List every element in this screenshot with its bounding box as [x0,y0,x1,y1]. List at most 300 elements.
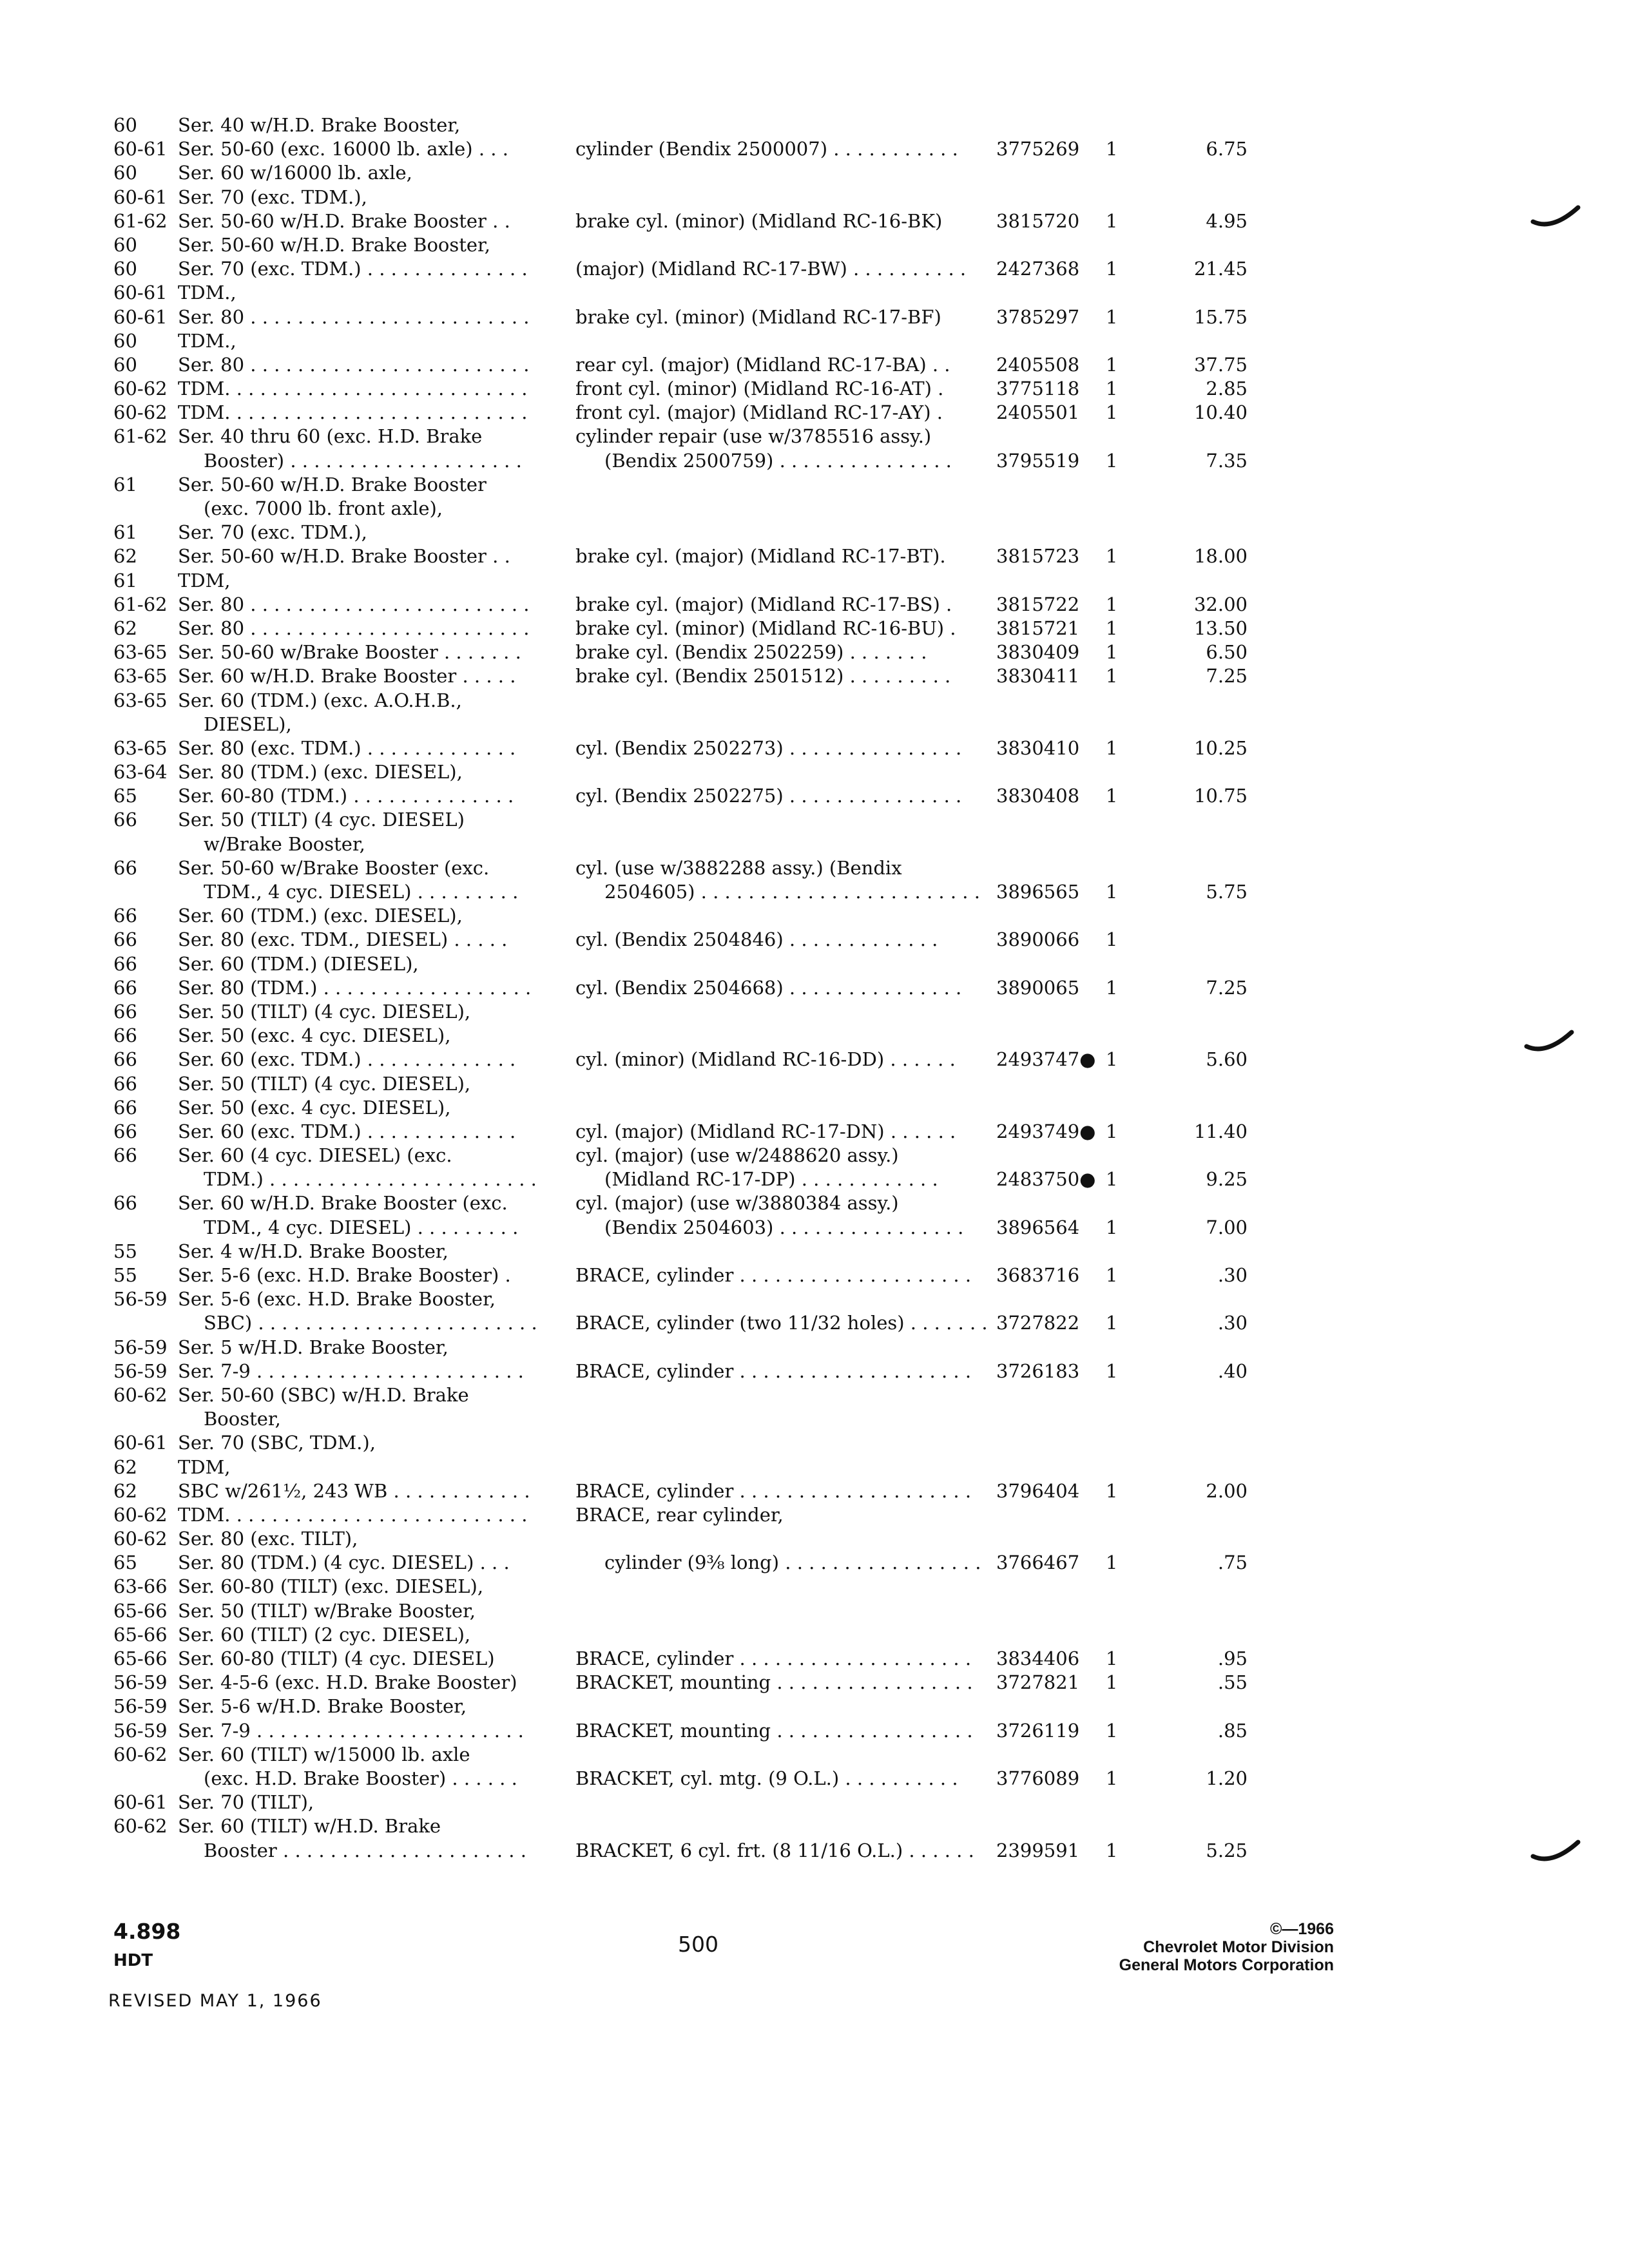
check-mark-icon [1530,1840,1582,1868]
application: Ser. 80 (TDM.) . . . . . . . . . . . . . . . . . . [178,976,532,999]
part-number: 3796404 [996,1479,1080,1502]
quantity: 1 [1106,641,1118,664]
application: Ser. 50-60 w/H.D. Brake Booster [178,473,487,495]
part-description: brake cyl. (major) (Midland RC-17-BT). [575,545,946,568]
application: TDM. . . . . . . . . . . . . . . . . . . . . . . . . . [178,401,528,424]
part-number: 3795519 [996,449,1080,472]
table-row [113,1264,1273,1287]
application: Booster . . . . . . . . . . . . . . . . . . . . . [204,1839,526,1861]
table-row [113,1479,1273,1503]
price: 10.75 [1193,785,1248,807]
model-year: 65 [113,1552,137,1574]
section-code: HDT [113,1951,153,1970]
part-description: front cyl. (major) (Midland RC-17-AY) . [575,401,943,424]
application: Booster, [204,1408,281,1430]
model-year: 66 [113,1144,137,1167]
quantity: 1 [1106,449,1118,472]
table-row [113,1024,1273,1048]
application: Ser. 70 (SBC, TDM.), [178,1432,376,1454]
price: .30 [1217,1264,1248,1286]
table-row [113,1671,1273,1695]
table-row [113,1311,1273,1335]
model-year: 55 [113,1264,137,1286]
application: Ser. 60 w/H.D. Brake Booster (exc. [178,1192,508,1215]
table-row [113,1360,1273,1383]
part-description: (Bendix 2500759) . . . . . . . . . . . . . . . [604,449,952,472]
quantity: 1 [1106,1312,1118,1334]
application: Ser. 50-60 w/H.D. Brake Booster . . [178,209,510,232]
price: 13.50 [1193,617,1248,639]
application: Ser. 80 (TDM.) (exc. DIESEL), [178,761,463,783]
application: Ser. 50 (TILT) (4 cyc. DIESEL), [178,1000,471,1023]
table-row [113,1120,1273,1144]
application: (exc. H.D. Brake Booster) . . . . . . [204,1767,517,1789]
model-year: 60 [113,353,137,376]
application: Ser. 50 (exc. 4 cyc. DIESEL), [178,1096,451,1119]
model-year: 55 [113,1240,137,1262]
application: Ser. 60 (TDM.) (exc. DIESEL), [178,905,463,927]
part-number: 2405501 [996,401,1080,424]
table-row [113,904,1273,928]
application: Ser. 4 w/H.D. Brake Booster, [178,1240,448,1262]
price: .30 [1217,1312,1248,1334]
model-year: 60 [113,162,137,184]
part-number: 3726183 [996,1360,1080,1382]
application: Ser. 80 (exc. TDM., DIESEL) . . . . . [178,928,508,951]
application: Ser. 60 (exc. TDM.) . . . . . . . . . . . . . [178,1120,516,1142]
price: 2.00 [1206,1479,1248,1502]
table-row [113,1216,1273,1240]
application: Ser. 60 (TDM.) (DIESEL), [178,952,419,975]
model-year: 60 [113,114,137,136]
table-row [113,1791,1273,1814]
quantity: 1 [1106,1168,1118,1191]
table-row [113,521,1273,544]
table-row [113,305,1273,329]
model-year: 60 [113,258,137,280]
quantity: 1 [1106,617,1118,639]
table-row [113,257,1273,281]
model-year: 60-62 [113,1815,168,1838]
application: Ser. 50-60 w/Brake Booster (exc. [178,856,490,879]
table-row [113,1072,1273,1096]
application: Ser. 60 (TILT) (2 cyc. DIESEL), [178,1623,471,1646]
table-row [113,329,1273,353]
part-description: BRACKET, mounting . . . . . . . . . . . . . . . . . [575,1671,973,1694]
application: Ser. 70 (exc. TDM.) . . . . . . . . . . . . . . [178,258,528,280]
price: .95 [1217,1648,1248,1669]
model-year: 60-61 [113,305,168,328]
table-row [113,784,1273,808]
table-row [113,1719,1273,1743]
quantity: 1 [1106,1719,1118,1742]
model-year: 62 [113,617,137,639]
part-number: 3896565 [996,881,1080,903]
table-row [113,1814,1273,1838]
application: Ser. 80 (TDM.) (4 cyc. DIESEL) . . . [178,1552,510,1574]
price: 6.50 [1206,641,1248,664]
model-year: 63-65 [113,641,168,664]
quantity: 1 [1106,785,1118,807]
part-description: BRACE, cylinder (two 11/32 holes) . . . . . . . [575,1312,988,1334]
part-description: (Midland RC-17-DP) . . . . . . . . . . . . [604,1168,938,1191]
table-row [113,976,1273,1000]
quantity: 1 [1106,258,1118,280]
price: 5.25 [1206,1839,1248,1861]
application: Ser. 70 (TILT), [178,1791,314,1814]
table-row [113,640,1273,664]
part-number: 3830411 [996,665,1080,687]
price: 37.75 [1193,353,1248,376]
application: Ser. 60 w/H.D. Brake Booster . . . . . [178,665,516,687]
table-row [113,1431,1273,1455]
application: Ser. 80 (exc. TILT), [178,1528,358,1550]
application: Ser. 50 (exc. 4 cyc. DIESEL), [178,1024,451,1047]
part-description: (Bendix 2504603) . . . . . . . . . . . . . . . . [604,1216,964,1238]
model-year: 66 [113,976,137,999]
page-number: 500 [678,1932,718,1957]
model-year: 62 [113,1456,137,1478]
model-year: 66 [113,928,137,951]
model-year: 65-66 [113,1648,168,1669]
table-row [113,281,1273,305]
table-row [113,856,1273,880]
price: 10.25 [1193,736,1248,759]
table-row [113,1096,1273,1120]
parts-table [113,113,1273,1863]
part-description: BRACE, cylinder . . . . . . . . . . . . . . . . . . . . [575,1360,972,1382]
model-year: 60-62 [113,1503,168,1526]
model-year: 65-66 [113,1623,168,1646]
application: TDM., [178,282,236,304]
part-number: 3815721 [996,617,1080,639]
part-description: BRACKET, mounting . . . . . . . . . . . . . . . . . [575,1719,973,1742]
part-description: cylinder (Bendix 2500007) . . . . . . . . . . . [575,138,958,160]
table-row [113,544,1273,568]
application: DIESEL), [204,713,292,735]
application: Ser. 50 (TILT) (4 cyc. DIESEL), [178,1072,471,1095]
quantity: 1 [1106,1479,1118,1502]
part-number: 3815723 [996,545,1080,568]
price: 7.25 [1206,665,1248,687]
model-year: 60-62 [113,401,168,424]
part-number: 3775118 [996,378,1080,400]
quantity: 1 [1106,1767,1118,1789]
table-row [113,1647,1273,1671]
part-description: cyl. (Bendix 2502273) . . . . . . . . . . . . . . . [575,736,962,759]
table-row [113,880,1273,904]
application: Ser. 50-60 w/Brake Booster . . . . . . . [178,641,521,664]
application: Ser. 60 (4 cyc. DIESEL) (exc. [178,1144,452,1167]
part-description: brake cyl. (Bendix 2502259) . . . . . . . [575,641,927,664]
quantity: 1 [1106,976,1118,999]
part-description: brake cyl. (minor) (Midland RC-16-BK) [575,209,943,232]
price: 2.85 [1206,378,1248,400]
model-year: 60-61 [113,1432,168,1454]
part-number: 3815722 [996,593,1080,615]
model-year: 60-61 [113,282,168,304]
table-row [113,186,1273,209]
application: Ser. 70 (exc. TDM.), [178,186,367,208]
table-row [113,449,1273,473]
application: Ser. 7-9 . . . . . . . . . . . . . . . . . . . . . . . [178,1360,524,1382]
model-year: 65-66 [113,1599,168,1622]
table-row [113,1336,1273,1360]
price: 15.75 [1193,305,1248,328]
model-year: 66 [113,952,137,975]
part-number: 3890066 [996,928,1080,951]
table-row [113,377,1273,401]
application: Ser. 50 (TILT) (4 cyc. DIESEL) [178,809,465,831]
table-row [113,928,1273,952]
model-year: 66 [113,1192,137,1215]
part-description: cyl. (major) (use w/3880384 assy.) [575,1192,899,1215]
part-description: cyl. (minor) (Midland RC-16-DD) . . . . . . [575,1048,956,1071]
model-year: 66 [113,1048,137,1071]
table-row [113,736,1273,760]
part-description: cyl. (use w/3882288 assy.) (Bendix [575,856,902,879]
table-row [113,1551,1273,1575]
model-year: 60 [113,233,137,256]
model-year: 56-59 [113,1288,168,1311]
part-number: 3776089 [996,1767,1080,1789]
model-year: 56-59 [113,1336,168,1358]
model-year: 66 [113,856,137,879]
part-number: 3830408 [996,785,1080,807]
application: Ser. 5-6 (exc. H.D. Brake Booster) . [178,1264,511,1286]
application: Ser. 50 (TILT) w/Brake Booster, [178,1599,476,1622]
table-row [113,1456,1273,1479]
price: 32.00 [1193,593,1248,615]
model-year: 66 [113,1000,137,1023]
application: Ser. 4-5-6 (exc. H.D. Brake Booster) [178,1671,517,1694]
model-year: 66 [113,1072,137,1095]
application: SBC w/261½, 243 WB . . . . . . . . . . . . [178,1479,530,1502]
part-number: 3815720 [996,209,1080,232]
model-year: 62 [113,1479,137,1502]
application: TDM. . . . . . . . . . . . . . . . . . . . . . . . . . [178,1503,528,1526]
model-year: 66 [113,1024,137,1047]
model-year: 60-62 [113,1528,168,1550]
quantity: 1 [1106,305,1118,328]
application: TDM., 4 cyc. DIESEL) . . . . . . . . . [204,881,519,903]
table-row [113,1695,1273,1718]
price: 10.40 [1193,401,1248,424]
application: Ser. 5-6 (exc. H.D. Brake Booster, [178,1288,496,1311]
application: Ser. 5-6 w/H.D. Brake Booster, [178,1695,467,1718]
part-number: 3896564 [996,1216,1080,1238]
quantity: 1 [1106,378,1118,400]
price: .40 [1217,1360,1248,1382]
model-year: 61-62 [113,425,168,448]
table-row [113,113,1273,137]
model-year: 66 [113,905,137,927]
application: TDM, [178,1456,231,1478]
model-year: 61-62 [113,593,168,615]
model-year: 56-59 [113,1671,168,1694]
price: .75 [1217,1552,1248,1574]
model-year: 60-62 [113,1743,168,1765]
table-row [113,425,1273,448]
table-row [113,952,1273,976]
part-description: brake cyl. (minor) (Midland RC-17-BF) [575,305,941,328]
table-row [113,569,1273,593]
table-row [113,353,1273,377]
model-year: 63-65 [113,736,168,759]
quantity: 1 [1106,928,1118,951]
table-row [113,401,1273,425]
part-description: cyl. (major) (use w/2488620 assy.) [575,1144,899,1167]
quantity: 1 [1106,545,1118,568]
model-year: 56-59 [113,1719,168,1742]
quantity: 1 [1106,353,1118,376]
application: Ser. 60 (TDM.) (exc. A.O.H.B., [178,689,462,711]
table-row [113,1599,1273,1623]
application: Ser. 60-80 (TILT) (exc. DIESEL), [178,1575,484,1598]
price: 6.75 [1206,138,1248,160]
quantity: 1 [1106,1360,1118,1382]
application: w/Brake Booster, [204,832,365,855]
quantity: 1 [1106,1671,1118,1694]
application: Ser. 70 (exc. TDM.), [178,521,367,544]
application: TDM, [178,569,231,591]
table-row [113,1503,1273,1527]
table-row [113,1240,1273,1264]
part-description: cyl. (Bendix 2504846) . . . . . . . . . . . . . [575,928,938,951]
model-year: 56-59 [113,1360,168,1382]
application: Ser. 80 . . . . . . . . . . . . . . . . . . . . . . . . [178,353,530,376]
quantity: 1 [1106,1120,1118,1142]
table-row [113,1575,1273,1599]
revision-date: REVISED MAY 1, 1966 [108,1991,322,2011]
table-row [113,1144,1273,1168]
quantity: 1 [1106,881,1118,903]
model-year: 60 [113,329,137,352]
application: Ser. 50-60 w/H.D. Brake Booster . . [178,545,510,568]
application: (exc. 7000 lb. front axle), [204,497,443,519]
part-description: brake cyl. (major) (Midland RC-17-BS) . [575,593,952,615]
part-description: rear cyl. (major) (Midland RC-17-BA) . . [575,353,950,376]
model-year: 56-59 [113,1695,168,1718]
model-year: 60-61 [113,1791,168,1814]
part-description: brake cyl. (minor) (Midland RC-16-BU) . [575,617,956,639]
price: 9.25 [1206,1168,1248,1191]
part-description: BRACKET, 6 cyl. frt. (8 11/16 O.L.) . . . . . . [575,1839,974,1861]
table-row [113,233,1273,257]
part-description: BRACE, rear cylinder, [575,1503,784,1526]
page-code: 4.898 [113,1919,181,1944]
quantity: 1 [1106,1048,1118,1071]
part-description: front cyl. (minor) (Midland RC-16-AT) . [575,378,944,400]
application: TDM., 4 cyc. DIESEL) . . . . . . . . . [204,1216,519,1238]
price: 4.95 [1206,209,1248,232]
application: SBC) . . . . . . . . . . . . . . . . . . . . . . . . [204,1312,537,1334]
table-row [113,617,1273,640]
table-row [113,1383,1273,1407]
price: 7.25 [1206,976,1248,999]
table-row [113,137,1273,161]
quantity: 1 [1106,138,1118,160]
table-row [113,689,1273,713]
model-year: 61-62 [113,209,168,232]
table-row [113,473,1273,497]
price: 5.75 [1206,881,1248,903]
table-row [113,593,1273,617]
application: Ser. 50-60 (SBC) w/H.D. Brake [178,1383,469,1406]
price: 11.40 [1193,1120,1248,1142]
price: .85 [1217,1719,1248,1742]
part-number: 3890065 [996,976,1080,999]
model-year: 66 [113,809,137,831]
application: Ser. 40 w/H.D. Brake Booster, [178,114,461,136]
table-row [113,1000,1273,1024]
quantity: 1 [1106,1648,1118,1669]
quantity: 1 [1106,736,1118,759]
table-row [113,808,1273,832]
table-row [113,1287,1273,1311]
publisher-division: Chevrolet Motor Division [1143,1938,1334,1956]
part-number: 3766467 [996,1552,1080,1574]
model-year: 66 [113,1120,137,1142]
table-row [113,1623,1273,1647]
application: Ser. 60 w/16000 lb. axle, [178,162,412,184]
table-row [113,1168,1273,1191]
model-year: 63-66 [113,1575,168,1598]
table-row [113,713,1273,736]
application: Ser. 60 (exc. TDM.) . . . . . . . . . . . . . [178,1048,516,1071]
part-number: 3830410 [996,736,1080,759]
model-year: 60-61 [113,138,168,160]
table-row [113,664,1273,688]
price: 7.00 [1206,1216,1248,1238]
part-number: 3834406 [996,1648,1080,1669]
part-number: 3785297 [996,305,1080,328]
application: Ser. 40 thru 60 (exc. H.D. Brake [178,425,483,448]
part-description: brake cyl. (Bendix 2501512) . . . . . . . . . [575,665,951,687]
quantity: 1 [1106,593,1118,615]
price: 1.20 [1206,1767,1248,1789]
part-number: 2399591 [996,1839,1080,1861]
part-description: cyl. (Bendix 2504668) . . . . . . . . . . . . . . . [575,976,962,999]
price: .55 [1217,1671,1248,1694]
model-year: 65 [113,785,137,807]
copyright: ©—1966 [1269,1920,1334,1938]
part-description: BRACE, cylinder . . . . . . . . . . . . . . . . . . . . [575,1479,972,1502]
table-row [113,760,1273,784]
application: Ser. 50-60 w/H.D. Brake Booster, [178,233,490,256]
table-row [113,1839,1273,1863]
table-row [113,1767,1273,1791]
part-description: cylinder (9⅜ long) . . . . . . . . . . . . . . . . . [604,1552,981,1574]
part-description: cyl. (major) (Midland RC-17-DN) . . . . . . [575,1120,956,1142]
application: Ser. 60-80 (TDM.) . . . . . . . . . . . . . . [178,785,514,807]
model-year: 62 [113,545,137,568]
application: Ser. 80 . . . . . . . . . . . . . . . . . . . . . . . . [178,617,530,639]
application: Ser. 50-60 (exc. 16000 lb. axle) . . . [178,138,508,160]
table-row [113,1048,1273,1072]
publisher-corporation: General Motors Corporation [1119,1956,1334,1974]
part-number: 2427368 [996,258,1080,280]
model-year: 61 [113,473,137,495]
quantity: 1 [1106,209,1118,232]
part-description: cylinder repair (use w/3785516 assy.) [575,425,932,448]
part-description: cyl. (Bendix 2502275) . . . . . . . . . . . . . . . [575,785,962,807]
part-number: 3775269 [996,138,1080,160]
part-number: 3726119 [996,1719,1080,1742]
quantity: 1 [1106,1839,1118,1861]
quantity: 1 [1106,1216,1118,1238]
model-year: 60-62 [113,378,168,400]
